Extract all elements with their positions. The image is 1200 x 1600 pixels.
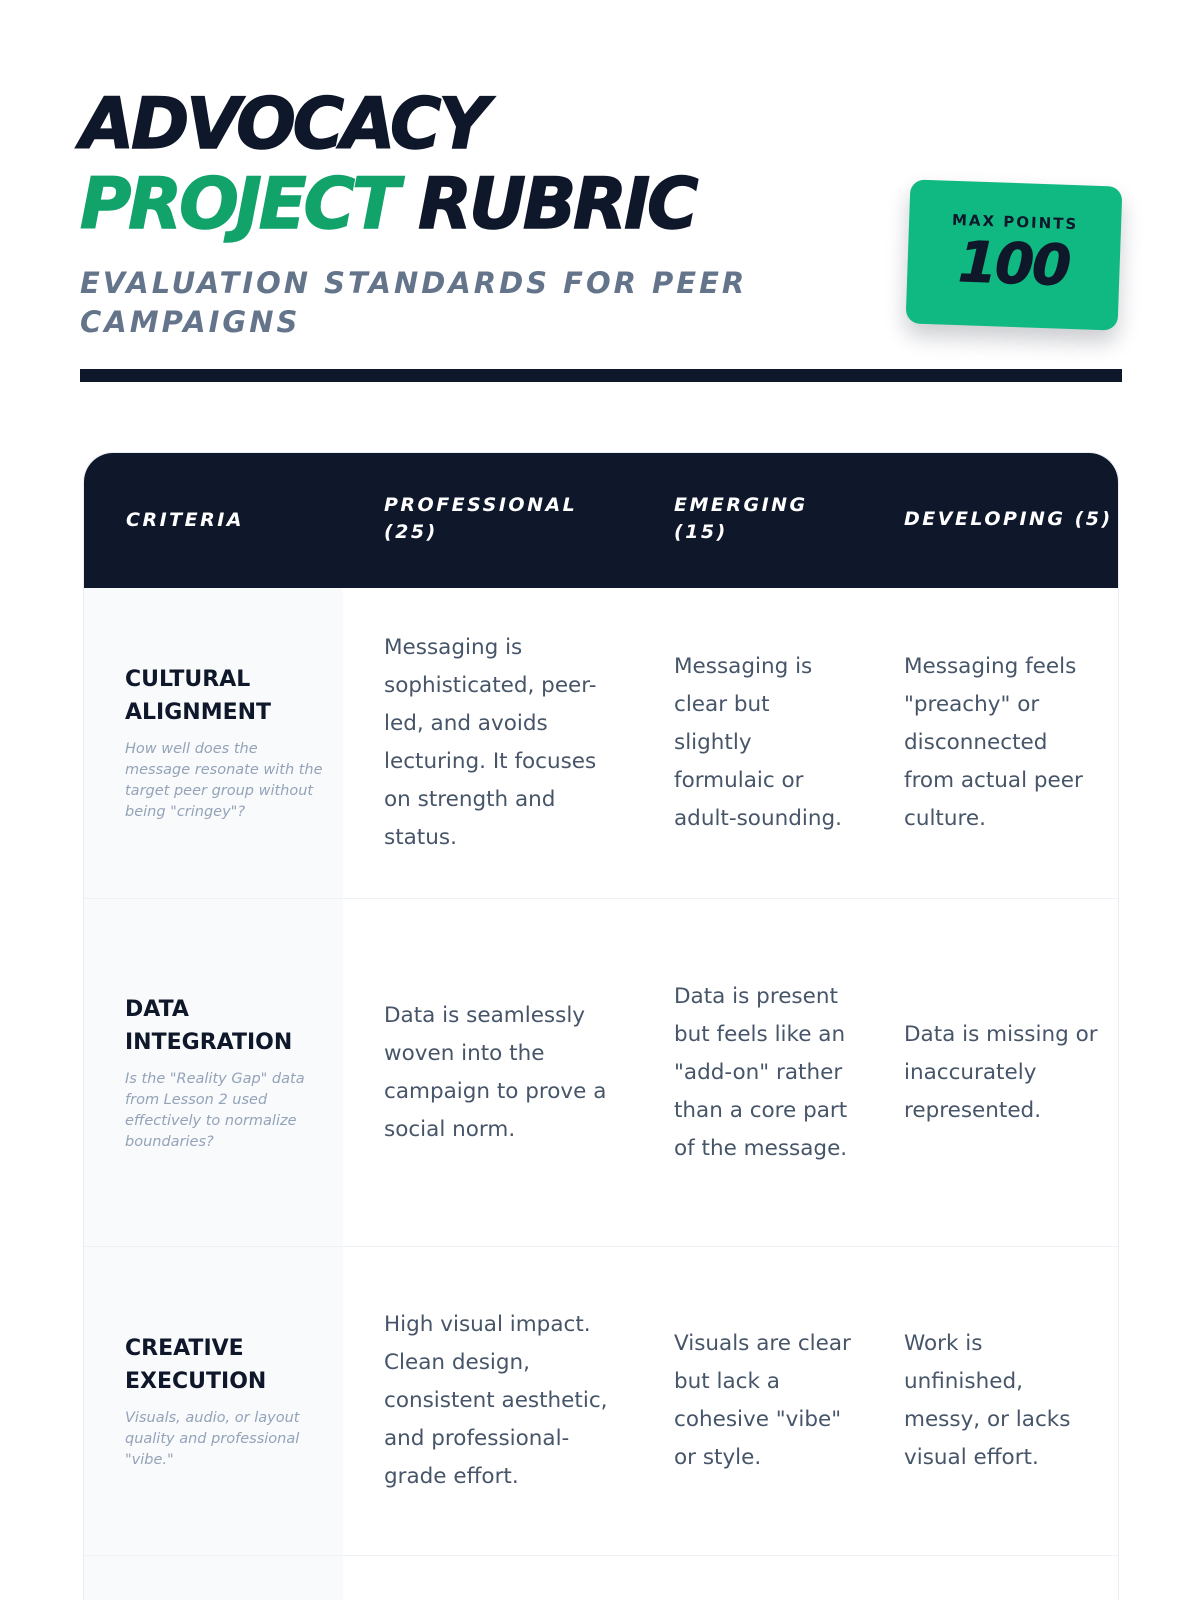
criteria-description: Is the "Reality Gap" data from Lesson 2 used effectively to normalize boundaries? bbox=[125, 1070, 305, 1150]
developing-text: Data is missing or inaccurately represented. bbox=[904, 1021, 1098, 1123]
table-row bbox=[84, 1247, 1118, 1556]
criteria-cell bbox=[84, 899, 343, 1246]
emerging-cell bbox=[633, 588, 863, 898]
criteria-name: CREATIVE EXECUTION bbox=[125, 1335, 267, 1394]
page-title-rest: RUBRIC bbox=[418, 163, 696, 245]
header-divider bbox=[80, 369, 1122, 382]
emerging-cell bbox=[633, 1247, 863, 1555]
developing-cell bbox=[863, 899, 1118, 1246]
max-points-value: 100 bbox=[957, 230, 1071, 299]
emerging-text: Data is present but feels like an "add-on" rather than a core part of the message. bbox=[674, 983, 848, 1161]
emerging-text: Messaging is clear but slightly formulaic or adult-sounding. bbox=[674, 654, 842, 831]
page-subtitle: EVALUATION STANDARDS FOR PEER CAMPAIGNS bbox=[80, 266, 748, 339]
criteria-name: CULTURAL ALIGNMENT bbox=[125, 667, 272, 725]
emerging-text: Visuals are clear but lack a cohesive "vibe" or style. bbox=[674, 1331, 851, 1470]
developing-cell bbox=[863, 1247, 1118, 1555]
developing-text: Work is unfinished, messy, or lacks visual effort. bbox=[904, 1331, 1071, 1470]
developing-text: Messaging feels "preachy" or disconnected from actual peer culture. bbox=[904, 654, 1083, 831]
criteria-cell bbox=[84, 1247, 343, 1555]
max-points-badge bbox=[906, 179, 1123, 330]
header-developing: DEVELOPING (5) bbox=[904, 507, 1113, 530]
criteria-description: How well does the message resonate with the target peer group without being "cringey"? bbox=[125, 741, 323, 820]
professional-text: Data is seamlessly woven into the campaign to prove a social norm. bbox=[384, 1002, 607, 1142]
header-emerging: EMERGING (15) bbox=[674, 494, 808, 543]
rubric-table bbox=[83, 452, 1119, 1600]
page-header bbox=[80, 84, 840, 342]
developing-cell bbox=[863, 1556, 1118, 1600]
professional-text: High visual impact. Clean design, consistent aesthetic, and professional-grade effort. bbox=[384, 1312, 608, 1489]
header-criteria: CRITERIA bbox=[126, 509, 244, 531]
header-professional: PROFESSIONAL (25) bbox=[384, 494, 578, 543]
professional-cell bbox=[343, 588, 633, 898]
page-title-line-1: ADVOCACY bbox=[80, 83, 487, 165]
professional-cell bbox=[343, 1247, 633, 1555]
table-header bbox=[84, 453, 1118, 588]
professional-cell bbox=[343, 1556, 633, 1600]
emerging-cell bbox=[633, 899, 863, 1246]
professional-text: Messaging is sophisticated, peer-led, and avoids lecturing. It focuses on strength and status. bbox=[384, 635, 597, 850]
table-row bbox=[84, 588, 1118, 899]
professional-cell bbox=[343, 899, 633, 1246]
page-title-accent: PROJECT bbox=[80, 163, 397, 245]
table-row bbox=[84, 899, 1118, 1247]
criteria-description: Visuals, audio, or layout quality and professional "vibe." bbox=[125, 1409, 300, 1468]
criteria-cell bbox=[84, 1556, 343, 1600]
page-title-line-2 bbox=[80, 164, 840, 244]
emerging-cell bbox=[633, 1556, 863, 1600]
criteria-cell bbox=[84, 588, 343, 898]
max-points-label: MAX POINTS bbox=[951, 210, 1079, 234]
table-row bbox=[84, 1556, 1118, 1600]
criteria-name: DATA INTEGRATION bbox=[125, 996, 293, 1055]
developing-cell bbox=[863, 588, 1118, 898]
